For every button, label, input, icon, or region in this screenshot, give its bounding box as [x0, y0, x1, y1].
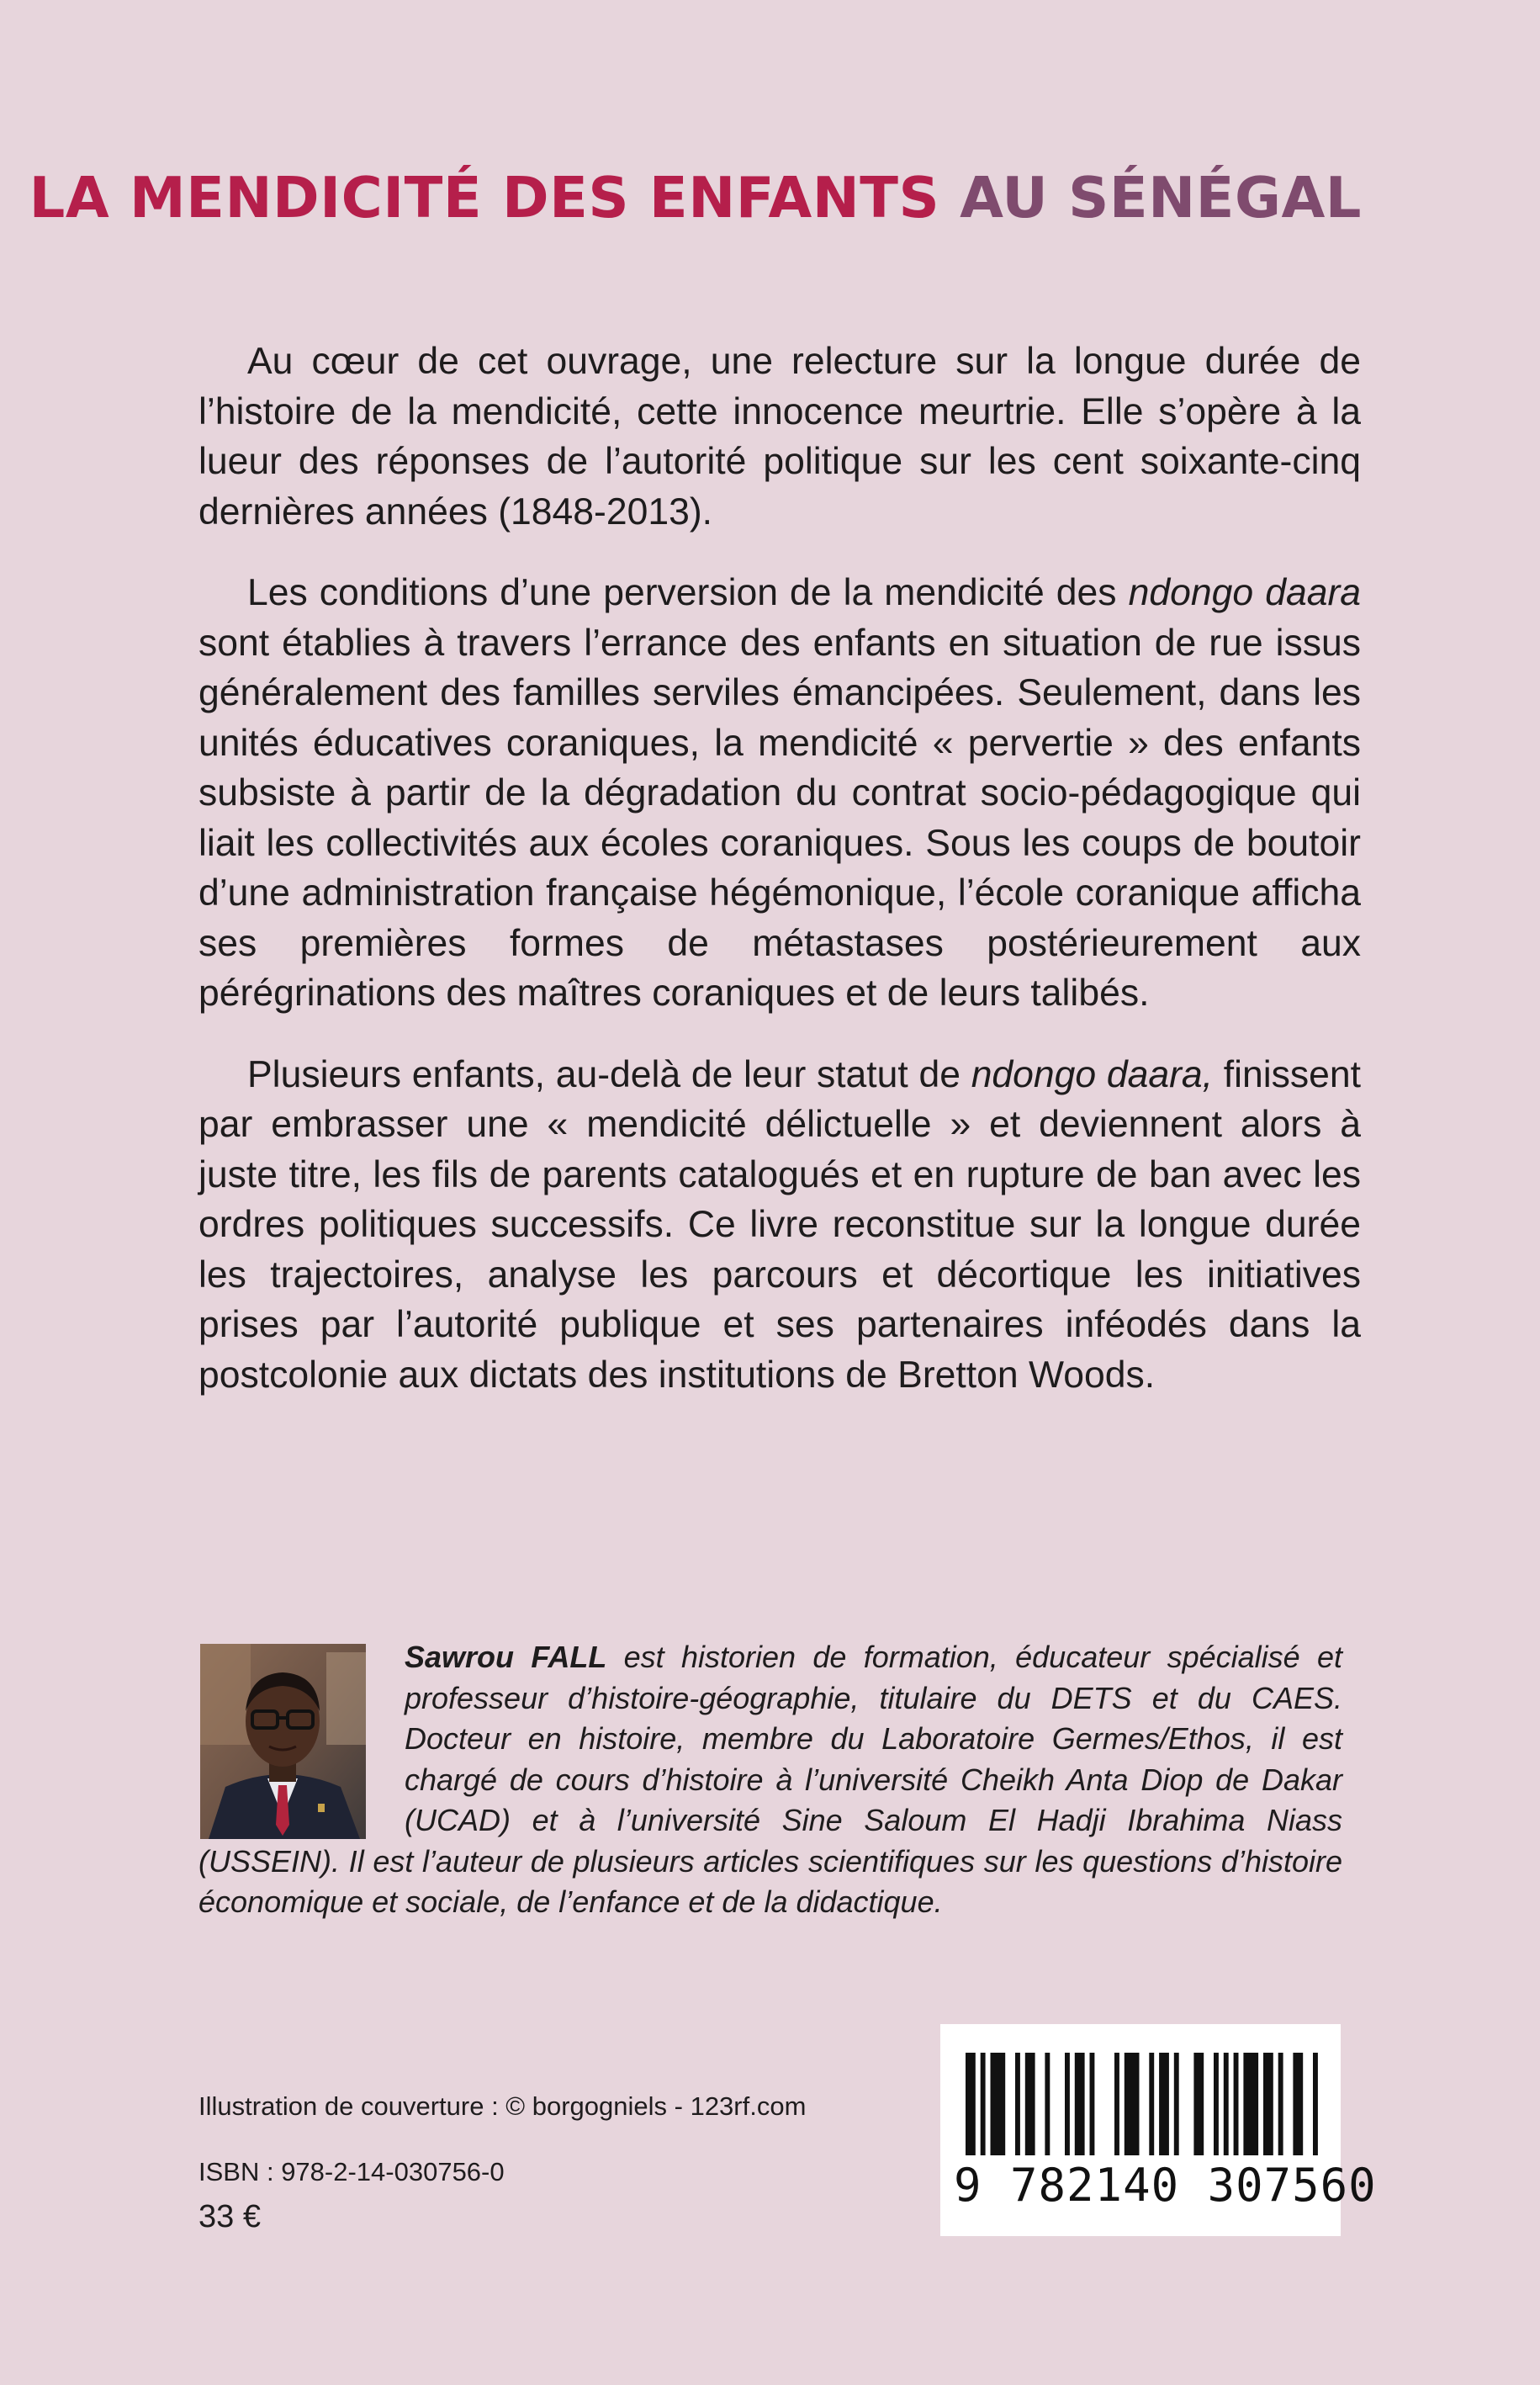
barcode-bar	[1234, 2053, 1239, 2155]
barcode-bar	[1313, 2053, 1318, 2155]
barcode-bar	[1045, 2053, 1050, 2155]
isbn-text: ISBN : 978-2-14-030756-0	[198, 2157, 505, 2186]
barcode-bar	[1293, 2053, 1303, 2155]
p3-emphasis: ndongo daara,	[971, 1053, 1214, 1095]
barcode-bar	[1125, 2053, 1140, 2155]
barcode-bar	[991, 2053, 1006, 2155]
barcode-bar	[1149, 2053, 1154, 2155]
barcode-bar	[1015, 2053, 1020, 2155]
barcode-bar	[1090, 2053, 1095, 2155]
barcode-bar	[981, 2053, 986, 2155]
barcode-bar	[1193, 2053, 1204, 2155]
blurb-paragraph-3	[198, 1050, 1361, 1401]
barcode-bar	[1243, 2053, 1258, 2155]
barcode-bar	[966, 2053, 976, 2155]
p3-text-b: finissent par embrasser une « mendicité délictuelle » et deviennent alors à juste titre, les fils de parents catalogués et en rupture de ban avec les ordres politiques successifs. Ce livre reconstitue sur la longue durée les trajectoires, analyse les parcours et décortique les initiatives prises par l’autorité publique et ses partenaires inféodés dans la postcolonie aux dictats des institutions de Bretton Woods.	[198, 1053, 1361, 1396]
barcode-digits: 9 782140 307560	[954, 2159, 1377, 2212]
barcode-bar	[1114, 2053, 1119, 2155]
p2-text-a: Les conditions d’une perversion de la mendicité des	[247, 572, 1117, 613]
price: 33 €	[198, 2199, 261, 2234]
book-title	[0, 165, 1362, 231]
barcode-bar	[1278, 2053, 1283, 2155]
barcode-bar	[1214, 2053, 1219, 2155]
title-part-2: AU SÉNÉGAL	[960, 165, 1362, 231]
author-bio	[198, 1637, 1342, 1923]
p2-text-b: sont établies à travers l’errance des enfants en situation de rue issus généralement des familles serviles émancipées. Seulement, dans les unités éducatives coraniques, la mendicité « pervertie » des enfants subsiste à partir de la dégradation du contrat socio-pédagogique qui liait les collectivités aux écoles coraniques. Sous les coups de boutoir d’une administration française hégémonique, l’école coranique afficha ses premières formes de métastases postérieurement aux pérégrinations des maîtres coraniques et de leurs talibés.	[198, 622, 1361, 1014]
barcode-bars	[940, 2024, 1341, 2159]
isbn-barcode	[940, 2024, 1377, 2236]
p3-text-a: Plusieurs enfants, au-delà de leur statut de	[247, 1053, 961, 1095]
barcode-bar	[1075, 2053, 1085, 2155]
blurb-paragraph-2	[198, 568, 1361, 1019]
cover-credit: Illustration de couverture : © borgogniels - 123rf.com	[198, 2091, 807, 2121]
barcode-bar	[1025, 2053, 1035, 2155]
barcode-bar	[1174, 2053, 1179, 2155]
author-name: Sawrou FALL	[405, 1640, 607, 1674]
p2-emphasis: ndongo daara	[1128, 572, 1362, 613]
title-part-1: LA MENDICITÉ DES ENFANTS	[29, 165, 940, 231]
blurb	[198, 337, 1361, 1431]
author-bio-text: est historien de formation, éducateur spécialisé et professeur d’histoire-géographie, titulaire du DETS et du CAES. Docteur en histoire, membre du Laboratoire Germes/Ethos, il est chargé de cours d’histoire à l’université Cheikh Anta Diop de Dakar (UCAD) et à l’université Sine Saloum El Hadji Ibrahima Niass (USSEIN). Il est l’auteur de plusieurs articles scientifiques sur les questions d’histoire économique et sociale, de l’enfance et de la didactique.	[198, 1640, 1342, 1919]
barcode-bar	[1224, 2053, 1229, 2155]
blurb-paragraph-1: Au cœur de cet ouvrage, une relecture sur la longue durée de l’histoire de la mendicité, cette innocence meurtrie. Elle s’opère à la lueur des réponses de l’autorité politique sur les cent soixante-cinq dernières années (1848-2013).	[198, 341, 1361, 533]
barcode-bar	[1263, 2053, 1273, 2155]
barcode-bar	[1159, 2053, 1169, 2155]
barcode-bar	[1065, 2053, 1070, 2155]
